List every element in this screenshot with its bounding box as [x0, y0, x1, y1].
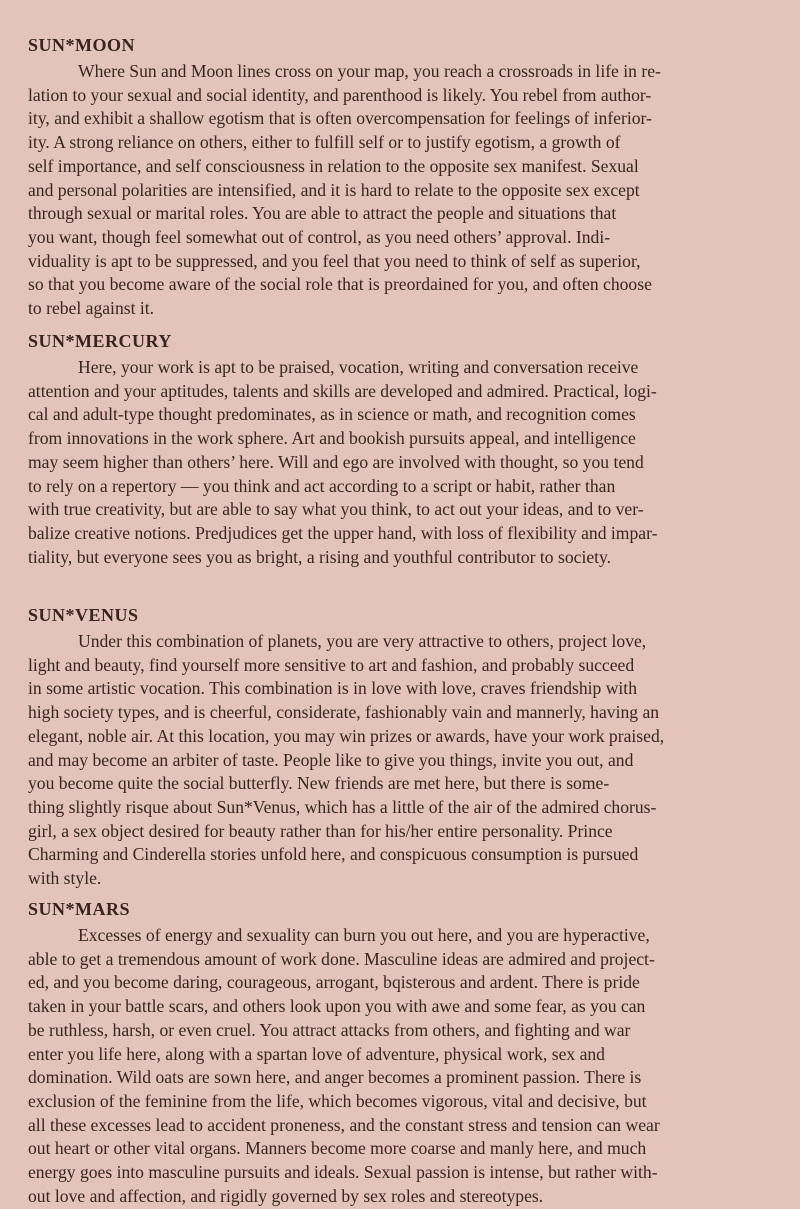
- paragraph-line: attention and your aptitudes, talents and skills are developed and admired. Practical, logi-: [28, 380, 657, 401]
- paragraph-line: from innovations in the work sphere. Art and bookish pursuits appeal, and intelligence: [28, 428, 636, 449]
- paragraph-line: out heart or other vital organs. Manners become more coarse and manly here, and much: [28, 1138, 647, 1159]
- paragraph-line: balize creative notions. Predjudices get the upper hand, with loss of flexibility and impar-: [28, 522, 658, 543]
- paragraph-line: and may become an arbiter of taste. People like to give you things, invite you out, and: [28, 749, 634, 770]
- section-paragraph: [28, 924, 788, 1208]
- paragraph-line: Under this combination of planets, you are very attractive to others, project love,: [78, 631, 647, 651]
- section-heading: SUN*MERCURY: [28, 331, 172, 351]
- paragraph-line: tiality, but everyone sees you as bright, a rising and youthful contributor to society.: [28, 546, 612, 567]
- paragraph-line: viduality is apt to be suppressed, and you feel that you need to think of self as superior,: [28, 250, 641, 271]
- paragraph-line: Charming and Cinderella stories unfold here, and conspicuous consumption is pursued: [28, 844, 639, 865]
- paragraph-line: high society types, and is cheerful, considerate, fashionably vain and mannerly, having an: [28, 702, 660, 723]
- paragraph-line: thing slightly risque about Sun*Venus, which has a little of the air of the admired chorus-: [28, 796, 657, 817]
- paragraph-line: self importance, and self consciousness in relation to the opposite sex manifest. Sexual: [28, 155, 639, 176]
- paragraph-line: cal and adult-type thought predominates, as in science or math, and recognition comes: [28, 404, 636, 425]
- paragraph-line: ity. A strong reliance on others, either to fulfill self or to justify egotism, a growth of: [28, 132, 621, 153]
- paragraph-line: and personal polarities are intensified, and it is hard to relate to the opposite sex except: [28, 179, 640, 200]
- paragraph-line: through sexual or marital roles. You are able to attract the people and situations that: [28, 203, 617, 224]
- paragraph-line: Here, your work is apt to be praised, vocation, writing and conversation receive: [78, 357, 639, 377]
- section-sun-moon: [28, 34, 788, 321]
- section-sun-venus: [28, 604, 788, 891]
- section-sun-mercury: [28, 330, 788, 569]
- paragraph-line: you want, though feel somewhat out of control, as you need others’ approval. Indi-: [28, 226, 611, 247]
- paragraph-line: ity, and exhibit a shallow egotism that is often overcompensation for feelings of inferior-: [28, 108, 652, 129]
- section-paragraph: [28, 60, 788, 321]
- paragraph-line: in some artistic vocation. This combination is in love with love, craves friendship with: [28, 678, 637, 699]
- paragraph-line: ed, and you become daring, courageous, arrogant, bqisterous and ardent. There is pride: [28, 972, 640, 993]
- paragraph-line: taken in your battle scars, and others look upon you with awe and some fear, as you can: [28, 996, 646, 1017]
- paragraph-line: so that you become aware of the social role that is preordained for you, and often choose: [28, 274, 652, 295]
- paragraph-line: may seem higher than others’ here. Will and ego are involved with thought, so you tend: [28, 451, 644, 472]
- paragraph-line: lation to your sexual and social identity, and parenthood is likely. You rebel from author-: [28, 84, 652, 105]
- section-heading: SUN*MARS: [28, 899, 131, 919]
- paragraph-line: to rebel against it.: [28, 298, 155, 319]
- paragraph-line: Excesses of energy and sexuality can burn you out here, and you are hyperactive,: [78, 925, 650, 945]
- section-heading: SUN*VENUS: [28, 605, 139, 625]
- section-heading: SUN*MOON: [28, 35, 135, 55]
- paragraph-line: Where Sun and Moon lines cross on your map, you reach a crossroads in life in re-: [78, 61, 661, 81]
- paragraph-line: light and beauty, find yourself more sensitive to art and fashion, and probably succeed: [28, 654, 635, 675]
- paragraph-line: out love and affection, and rigidly governed by sex roles and stereotypes.: [28, 1185, 544, 1206]
- paragraph-line: exclusion of the feminine from the life, which becomes vigorous, vital and decisive, but: [28, 1090, 647, 1111]
- paragraph-line: with style.: [28, 868, 102, 889]
- section-paragraph: [28, 630, 788, 891]
- section-paragraph: [28, 356, 788, 569]
- paragraph-line: be ruthless, harsh, or even cruel. You attract attacks from others, and fighting and war: [28, 1019, 631, 1040]
- paragraph-line: with true creativity, but are able to say what you think, to act out your ideas, and to ver-: [28, 499, 644, 520]
- section-sun-mars: [28, 898, 788, 1208]
- paragraph-line: domination. Wild oats are sown here, and anger becomes a prominent passion. There is: [28, 1067, 642, 1088]
- paragraph-line: girl, a sex object desired for beauty rather than for his/her entire personality. Prince: [28, 820, 613, 841]
- paragraph-line: enter you life here, along with a spartan love of adventure, physical work, sex and: [28, 1043, 605, 1064]
- paragraph-line: you become quite the social butterfly. New friends are met here, but there is some-: [28, 773, 610, 794]
- paragraph-line: energy goes into masculine pursuits and ideals. Sexual passion is intense, but rather with-: [28, 1162, 658, 1183]
- paragraph-line: elegant, noble air. At this location, you may win prizes or awards, have your work praised,: [28, 725, 665, 746]
- paragraph-line: able to get a tremendous amount of work done. Masculine ideas are admired and project-: [28, 948, 655, 969]
- paragraph-line: to rely on a repertory — you think and act according to a script or habit, rather than: [28, 475, 616, 496]
- paragraph-line: all these excesses lead to accident proneness, and the constant stress and tension can wear: [28, 1114, 660, 1135]
